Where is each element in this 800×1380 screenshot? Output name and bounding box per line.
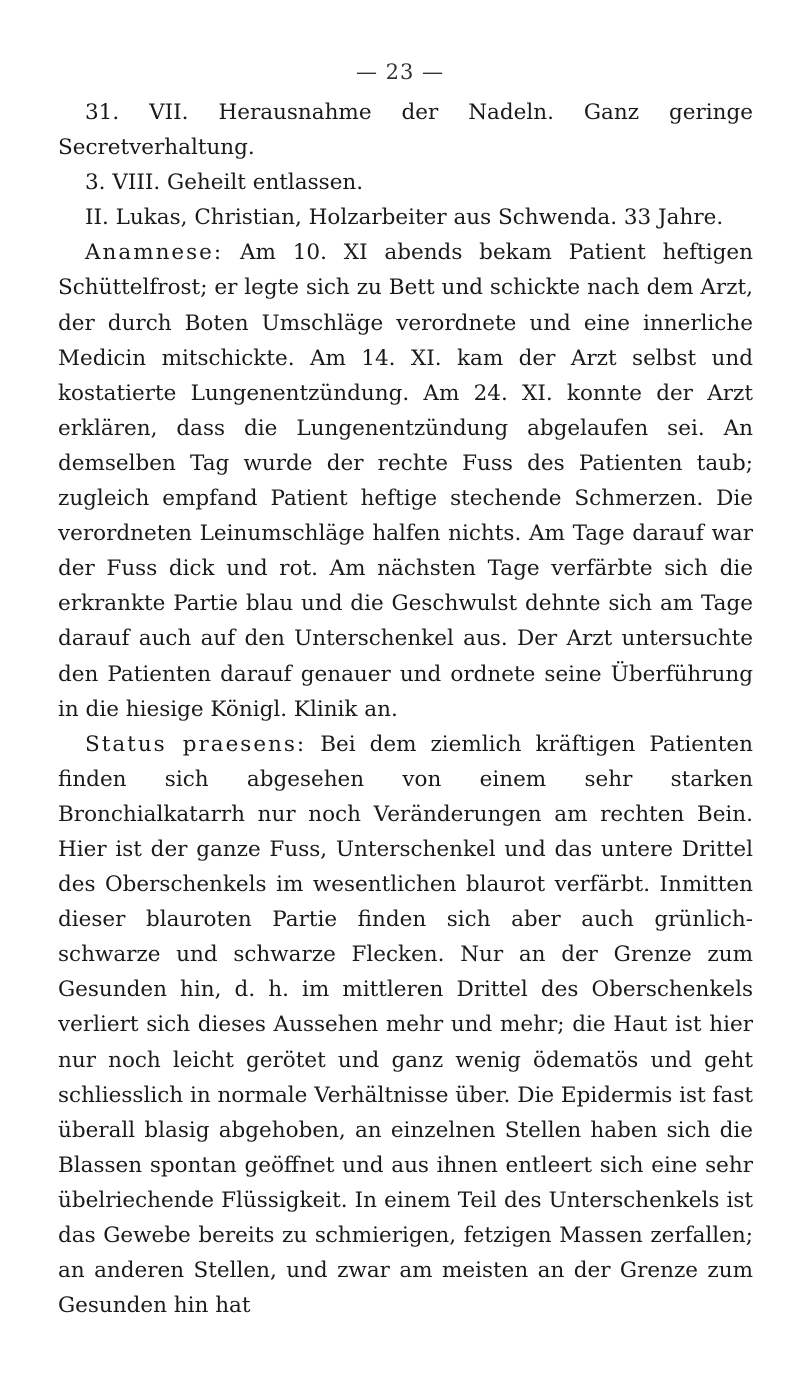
paragraph-entry-discharge bbox=[58, 165, 753, 200]
paragraph-status-praesens bbox=[58, 727, 753, 1324]
paragraph-text: II. Lukas, Christian, Holzarbeiter aus Schwenda. 33 Jahre. bbox=[85, 205, 724, 231]
paragraph-text: Bei dem ziemlich kräftigen Patienten finden sich abgesehen von einem sehr starken Bronchialkatarrh nur noch Veränderungen am rechten Bein. Hier ist der ganze Fuss, Unterschenkel und das untere Drittel des Oberschenkels im wesentlichen blaurot verfärbt. Inmitten dieser blauroten Partie finden sich aber auch grünlich-schwarze und schwarze Flecken. Nur an der Grenze zum Gesunden hin, d. h. im mittleren Drittel des Oberschenkels verliert sich dieses Aussehen mehr und mehr; die Haut ist hier nur noch leicht gerötet und ganz wenig ödematös und geht schliesslich in normale Verhältnisse über. Die Epidermis ist fast überall blasig abgehoben, an einzelnen Stellen haben sich die Blassen spontan geöffnet und aus ihnen entleert sich eine sehr übelriechende Flüssigkeit. In einem Teil des Unterschenkels ist das Gewebe bereits zu schmierigen, fetzigen Massen zerfallen; an anderen Stellen, und zwar am meisten an der Grenze zum Gesunden hin hat bbox=[58, 731, 753, 1319]
paragraph-text: 31. VII. Herausnahme der Nadeln. Ganz geringe Secretverhaltung. bbox=[58, 100, 753, 161]
page-number: — 23 — bbox=[355, 60, 445, 84]
paragraph-text: 3. VIII. Geheilt entlassen. bbox=[85, 170, 364, 196]
body-text bbox=[58, 95, 753, 1323]
paragraph-anamnese bbox=[58, 235, 753, 726]
section-heading-anamnese: Anamnese: bbox=[85, 240, 224, 266]
paragraph-patient-header bbox=[58, 200, 753, 235]
paragraph-entry-removal bbox=[58, 95, 753, 165]
section-heading-status-praesens: Status praesens: bbox=[85, 731, 307, 757]
paragraph-text: Am 10. XI abends bekam Patient heftigen Schüttelfrost; er legte sich zu Bett und schickte nach dem Arzt, der durch Boten Umschläge verordnete und eine innerliche Medicin mitschickte. Am 14. XI. kam der Arzt selbst und kostatierte Lungenentzündung. Am 24. XI. konnte der Arzt erklären, dass die Lungenentzündung abgelaufen sei. An demselben Tag wurde der rechte Fuss des Patienten taub; zugleich empfand Patient heftige stechende Schmerzen. Die verordneten Leinumschläge halfen nichts. Am Tage darauf war der Fuss dick und rot. Am nächsten Tage verfärbte sich die erkrankte Partie blau und die Geschwulst dehnte sich am Tage darauf auch auf den Unterschenkel aus. Der Arzt untersuchte den Patienten darauf genauer und ordnete seine Überführung in die hiesige Königl. Klinik an. bbox=[58, 240, 753, 722]
